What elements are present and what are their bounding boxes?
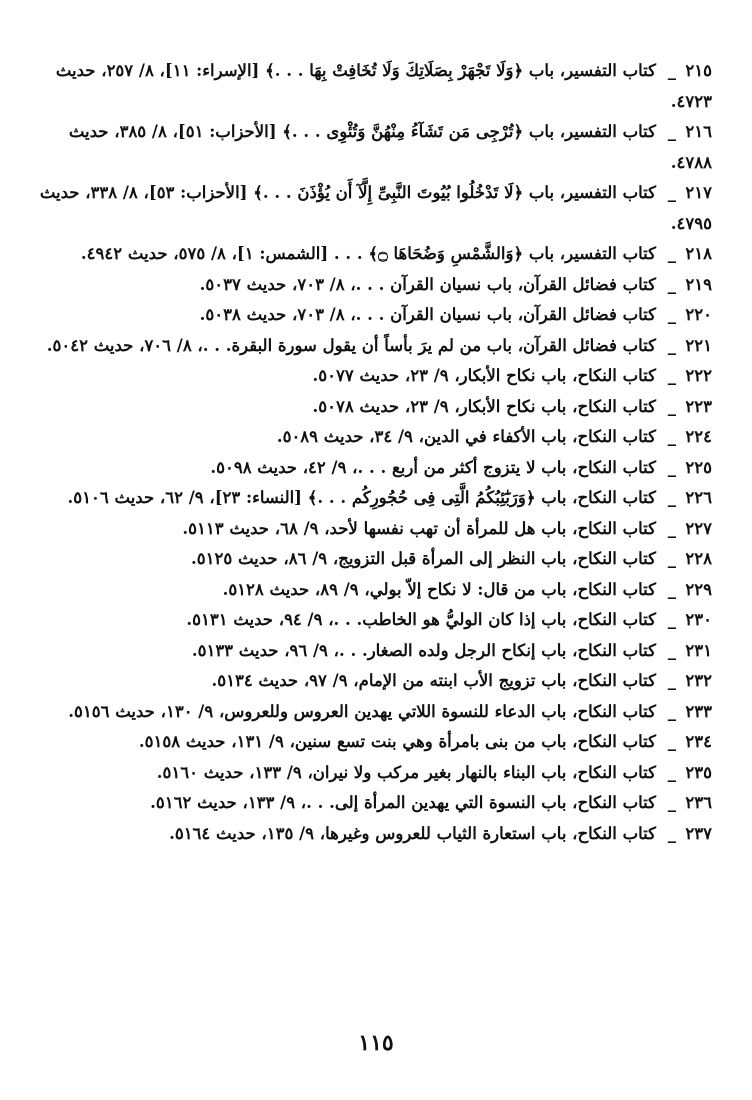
entry-dash: _ (667, 457, 676, 477)
entry-number: ٢٣٥ (685, 762, 712, 782)
list-item (32, 788, 712, 819)
entry-number: ٢٢٥ (685, 457, 712, 477)
entry-number: ٢٣٠ (685, 610, 712, 629)
list-item (32, 575, 712, 606)
entry-text: كتاب التفسير، باب ﴿تُرْجِى مَن تَشَآءُ مِنْهُنَّ وَتُئْوِى . . .﴾ [الأحزاب: ٥١]، ٨/ ٣٨٥، حديث ٤٧٨٨. (68, 122, 712, 172)
entry-dash: _ (667, 274, 676, 294)
entry-number: ٢١٨ (685, 244, 712, 263)
list-item (32, 300, 712, 331)
list-item (32, 697, 712, 728)
entry-dash: _ (667, 701, 676, 721)
entry-number: ٢٢٩ (685, 579, 712, 599)
entry-text: كتاب النكاح، باب نكاح الأبكار، ٩/ ٢٣، حديث ٥٠٧٧. (312, 366, 656, 385)
reference-list (32, 56, 712, 849)
entry-number: ٢١٩ (685, 274, 712, 294)
entry-dash: _ (667, 335, 676, 355)
entry-dash: _ (667, 244, 676, 263)
entry-dash: _ (667, 640, 676, 660)
entry-dash: _ (667, 732, 676, 751)
list-item (32, 483, 712, 514)
entry-text: كتاب التفسير، باب ﴿وَالشَّمْسِ وَضُحَاهَا ۝﴾ . . . [الشمس: ١]، ٨/ ٥٧٥، حديث ٤٩٤٢. (80, 244, 656, 263)
entry-dash: _ (667, 518, 676, 538)
list-item (32, 758, 712, 789)
entry-number: ٢٢٣ (685, 396, 712, 416)
entry-text: كتاب النكاح، باب النظر إلى المرأة قبل التزويج، ٩/ ٨٦، حديث ٥١٢٥. (191, 549, 656, 568)
list-item (32, 392, 712, 423)
list-item (32, 178, 712, 239)
list-item (32, 514, 712, 545)
entry-number: ٢٢٠ (685, 305, 712, 324)
list-item (32, 605, 712, 636)
entry-dash: _ (667, 793, 676, 812)
list-item (32, 819, 712, 850)
entry-dash: _ (667, 183, 676, 202)
entry-text: كتاب النكاح، باب الأكفاء في الدين، ٩/ ٣٤، حديث ٥٠٨٩. (276, 427, 656, 446)
entry-dash: _ (667, 823, 676, 843)
list-item (32, 117, 712, 178)
entry-dash: _ (667, 122, 676, 141)
entry-dash: _ (667, 579, 676, 599)
entry-dash: _ (667, 762, 676, 782)
entry-dash: _ (667, 488, 676, 507)
entry-text: كتاب النكاح، باب من بنى بامرأة وهي بنت تسع سنين، ٩/ ١٣١، حديث ٥١٥٨. (138, 732, 656, 751)
entry-number: ٢٣٧ (685, 823, 712, 843)
entry-text: كتاب فضائل القرآن، باب نسيان القرآن . . .، ٨/ ٧٠٣، حديث ٥٠٣٧. (199, 274, 656, 294)
entry-text: كتاب التفسير، باب ﴿لَا تَدْخُلُوا بُيُوتَ النَّبِىِّ إِلَّآ أَن يُؤْذَنَ . . .﴾ [الأحزاب: ٥٣]، ٨/ ٣٣٨، حديث ٤٧٩٥. (39, 183, 712, 233)
entry-dash: _ (667, 427, 676, 446)
list-item (32, 361, 712, 392)
entry-text: كتاب النكاح، باب تزويج الأب ابنته من الإمام، ٩/ ٩٧، حديث ٥١٣٤. (211, 671, 656, 690)
entry-number: ٢١٥ (685, 61, 712, 80)
entry-text: كتاب النكاح، باب الدعاء للنسوة اللاتي يهدين العروس وللعروس، ٩/ ١٣٠، حديث ٥١٥٦. (68, 701, 656, 721)
entry-number: ٢٢٤ (685, 427, 712, 446)
entry-number: ٢٣٤ (685, 732, 712, 751)
list-item (32, 56, 712, 117)
list-item (32, 727, 712, 758)
entry-dash: _ (667, 549, 676, 568)
list-item (32, 453, 712, 484)
entry-dash: _ (667, 61, 676, 80)
entry-number: ٢٣٢ (685, 671, 712, 690)
list-item (32, 666, 712, 697)
list-item (32, 270, 712, 301)
list-item (32, 636, 712, 667)
entry-text: كتاب النكاح، باب البناء بالنهار بغير مركب ولا نيران، ٩/ ١٣٣، حديث ٥١٦٠. (156, 762, 656, 782)
entry-text: كتاب النكاح، باب النسوة التي يهدين المرأة إلى. . .، ٩/ ١٣٣، حديث ٥١٦٢. (150, 793, 656, 812)
entry-number: ٢١٦ (685, 122, 712, 141)
entry-number: ٢٢٢ (685, 366, 712, 385)
entry-text: كتاب النكاح، باب من قال: لا نكاح إلاّ بولي، ٩/ ٨٩، حديث ٥١٢٨. (222, 579, 656, 599)
entry-dash: _ (667, 305, 676, 324)
page-number: ١١٥ (358, 1030, 394, 1056)
entry-text: كتاب النكاح، باب لا يتزوج أكثر من أربع . . .، ٩/ ٤٢، حديث ٥٠٩٨. (210, 457, 656, 477)
entry-text: كتاب فضائل القرآن، باب من لم يرَ بأساً أن يقول سورة البقرة. . .، ٨/ ٧٠٦، حديث ٥٠٤٢. (46, 335, 656, 355)
entry-number: ٢١٧ (685, 183, 712, 202)
entry-number: ٢٢١ (685, 335, 712, 355)
entry-dash: _ (667, 396, 676, 416)
entry-text: كتاب النكاح، باب ﴿وَرَبَٰٓئِبُكُمُ الَّتِى فِى حُجُورِكُم . . .﴾ [النساء: ٢٣]، ٩/ ٦٢، حديث ٥١٠٦. (67, 488, 656, 507)
entry-text: كتاب النكاح، باب استعارة الثياب للعروس وغيرها، ٩/ ١٣٥، حديث ٥١٦٤. (169, 823, 656, 843)
list-item (32, 239, 712, 270)
entry-text: كتاب التفسير، باب ﴿وَلَا تَجْهَرْ بِصَلَاتِكَ وَلَا تُخَافِتْ بِهَا . . .﴾ [الإسراء: ١١]، ٨/ ٢٥٧، حديث ٤٧٢٣. (55, 61, 712, 111)
list-item (32, 544, 712, 575)
entry-dash: _ (667, 671, 676, 690)
entry-text: كتاب النكاح، باب هل للمرأة أن تهب نفسها لأحد، ٩/ ٦٨، حديث ٥١١٣. (182, 518, 656, 538)
entry-number: ٢٢٨ (685, 549, 712, 568)
entry-number: ٢٣١ (685, 640, 712, 660)
entry-dash: _ (667, 366, 676, 385)
entry-dash: _ (667, 610, 676, 629)
entry-text: كتاب النكاح، باب نكاح الأبكار، ٩/ ٢٣، حديث ٥٠٧٨. (312, 396, 656, 416)
entry-number: ٢٣٣ (685, 701, 712, 721)
list-item (32, 422, 712, 453)
entry-text: كتاب النكاح، باب إنكاح الرجل ولده الصغار. . .، ٩/ ٩٦، حديث ٥١٣٣. (191, 640, 656, 660)
entry-number: ٢٣٦ (685, 793, 712, 812)
entry-number: ٢٢٧ (685, 518, 712, 538)
entry-number: ٢٢٦ (685, 488, 712, 507)
list-item (32, 331, 712, 362)
entry-text: كتاب فضائل القرآن، باب نسيان القرآن . . .، ٨/ ٧٠٣، حديث ٥٠٣٨. (199, 305, 656, 324)
entry-text: كتاب النكاح، باب إذا كان الوليُّ هو الخاطب. . .، ٩/ ٩٤، حديث ٥١٣١. (186, 610, 656, 629)
